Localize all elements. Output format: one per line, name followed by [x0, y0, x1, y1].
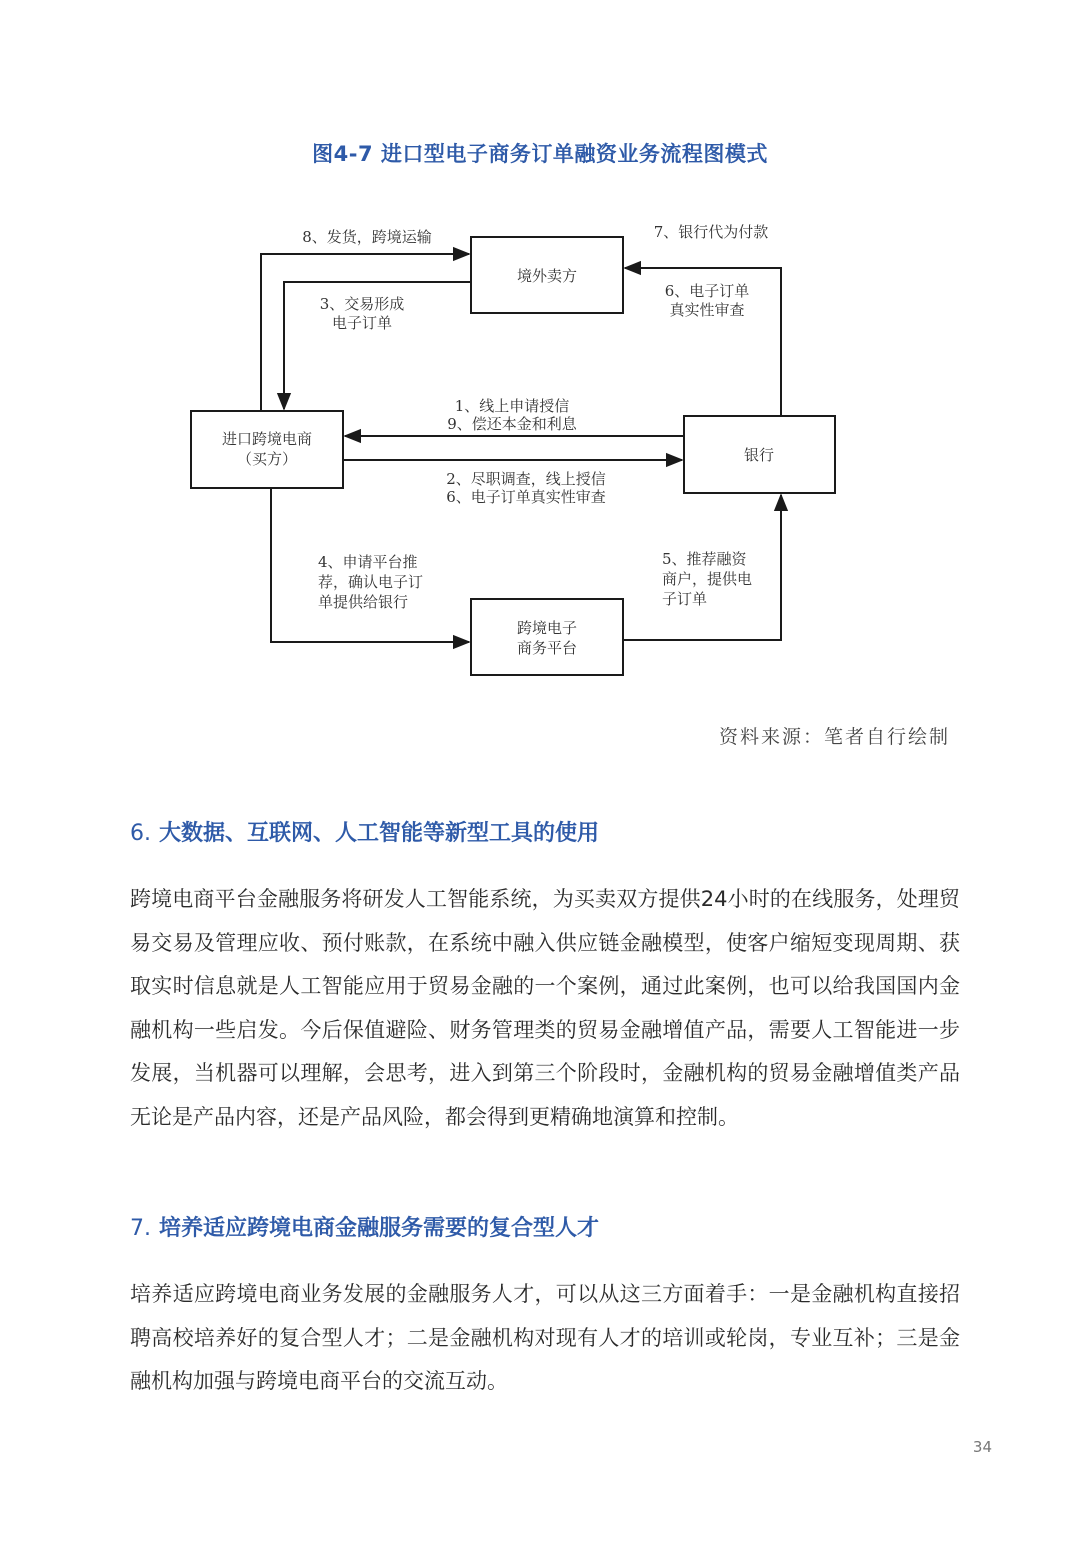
section-number-7: 7. [130, 1216, 151, 1241]
section-number-6: 6. [130, 821, 151, 846]
section-paragraph-6: 跨境电商平台金融服务将研发人工智能系统，为买卖双方提供24小时的在线服务，处理贸易交易及管理应收、预付账款，在系统中融入供应链金融模型，使客户缩短变现周期、获取实时信息就是人工智能应用于贸易金融的一个案例，通过此案例，也可以给我国国内金融机构一些启发。今后保值避险、财务管理类的贸易金融增值产品，需要人工智能进一步发展，当机器可以理解，会思考，进入到第三个阶段时，金融机构的贸易金融增值类产品无论是产品内容，还是产品风险，都会得到更精确地演算和控制。 [130, 887, 960, 1129]
figure-title: 图4-7 进口型电子商务订单融资业务流程图模式 [312, 142, 768, 166]
edge-label-e9: 9、偿还本金和利息 [447, 415, 577, 433]
edge-label-e5-line3: 子订单 [662, 590, 708, 608]
edge-label-e2: 2、尽职调查，线上授信 [446, 470, 606, 488]
edge-label-e4-line3: 单提供给银行 [318, 593, 409, 611]
platform-box [471, 599, 623, 675]
platform-label-line1: 跨境电子 [516, 619, 578, 637]
edge-label-e6-line1: 6、电子订单 [664, 282, 750, 300]
edge-label-e5-line1: 5、推荐融资 [662, 550, 747, 568]
flowchart-diagram [0, 0, 1080, 700]
buyer-label-line2: （买方） [236, 450, 298, 468]
edge-label-e3-line2: 电子订单 [331, 314, 393, 332]
edge-label-e8: 8、发货，跨境运输 [302, 228, 432, 246]
edge-label-e6-line2: 真实性审查 [669, 301, 745, 319]
edge-label-e4-line1: 4、申请平台推 [318, 553, 418, 571]
seller-label: 境外卖方 [516, 267, 578, 285]
section-title-6: 大数据、互联网、人工智能等新型工具的使用 [159, 821, 600, 846]
edge-label-e5-line2: 商户，提供电 [662, 570, 753, 588]
section-heading-7 [130, 1211, 960, 1242]
edge-label-e1: 1、线上申请授信 [454, 397, 570, 415]
section-heading-6 [130, 816, 960, 847]
bank-label: 银行 [743, 446, 775, 464]
page-number: 34 [972, 1438, 992, 1456]
edge-label-e3-line1: 3、交易形成 [319, 295, 405, 313]
figure-source: 资料来源：笔者自行绘制 [718, 726, 950, 748]
arrow-e8 [261, 254, 469, 411]
buyer-label-line1: 进口跨境电商 [221, 430, 313, 448]
platform-label-line2: 商务平台 [516, 639, 578, 657]
section-paragraph-7: 培养适应跨境电商业务发展的金融服务人才，可以从这三方面着手：一是金融机构直接招聘高校培养好的复合型人才；二是金融机构对现有人才的培训或轮岗，专业互补；三是金融机构加强与跨境电商平台的交流互动。 [130, 1282, 960, 1393]
edge-label-e6b: 6、电子订单真实性审查 [446, 488, 606, 506]
edge-label-e4-line2: 荐，确认电子订 [318, 573, 424, 591]
section-title-7: 培养适应跨境电商金融服务需要的复合型人才 [159, 1216, 600, 1241]
edge-label-e7: 7、银行代为付款 [653, 223, 769, 241]
